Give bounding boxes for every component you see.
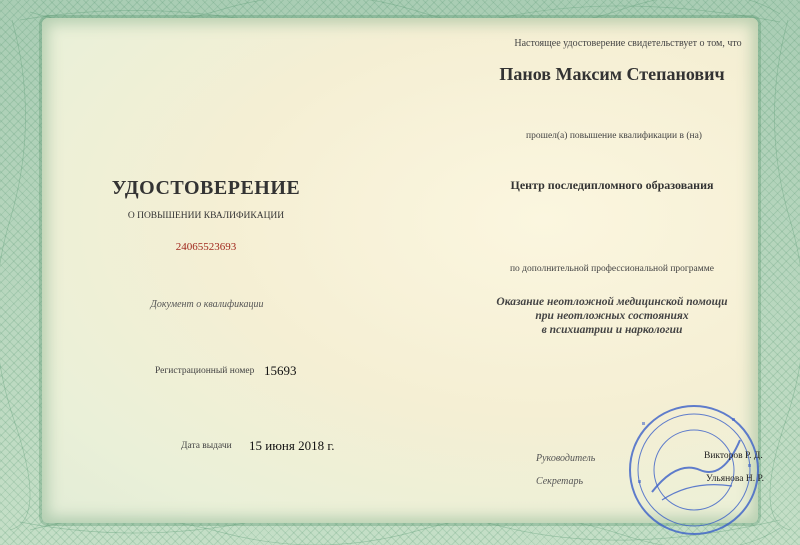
registration-number: 15693 [264, 363, 297, 378]
document-label: Документ о квалификации [150, 299, 264, 310]
holder-name: Панов Максим Степанович [499, 64, 725, 84]
certificate-number: 24065523693 [175, 241, 237, 253]
head-name: Викторов Р. Д. [704, 451, 763, 461]
program-intro: по дополнительной профессиональной программе [509, 264, 715, 274]
secretary-label: Секретарь [536, 476, 584, 487]
program-line: в психиатрии и наркологии [541, 324, 683, 336]
registration-label: Регистрационный номер [155, 366, 255, 376]
seal-stamp [622, 400, 782, 540]
passed-text: прошел(а) повышение квалификации в (на) [526, 131, 702, 141]
head-label: Руководитель [536, 453, 596, 464]
certificate-title: УДОСТОВЕРЕНИЕ [111, 177, 301, 199]
issue-date-label: Дата выдачи [181, 441, 232, 451]
program-line: Оказание неотложной медицинской помощи [496, 296, 728, 308]
certificate-subtitle: О ПОВЫШЕНИИ КВАЛИФИКАЦИИ [127, 211, 285, 221]
program-line: при неотложных состояниях [535, 310, 689, 322]
secretary-name: Ульянова Н. Р. [706, 474, 764, 484]
organization-name: Центр последипломного образования [510, 178, 714, 192]
issue-date: 15 июня 2018 г. [249, 438, 335, 453]
intro-text: Настоящее удостоверение свидетельствует о том, что [514, 38, 742, 49]
